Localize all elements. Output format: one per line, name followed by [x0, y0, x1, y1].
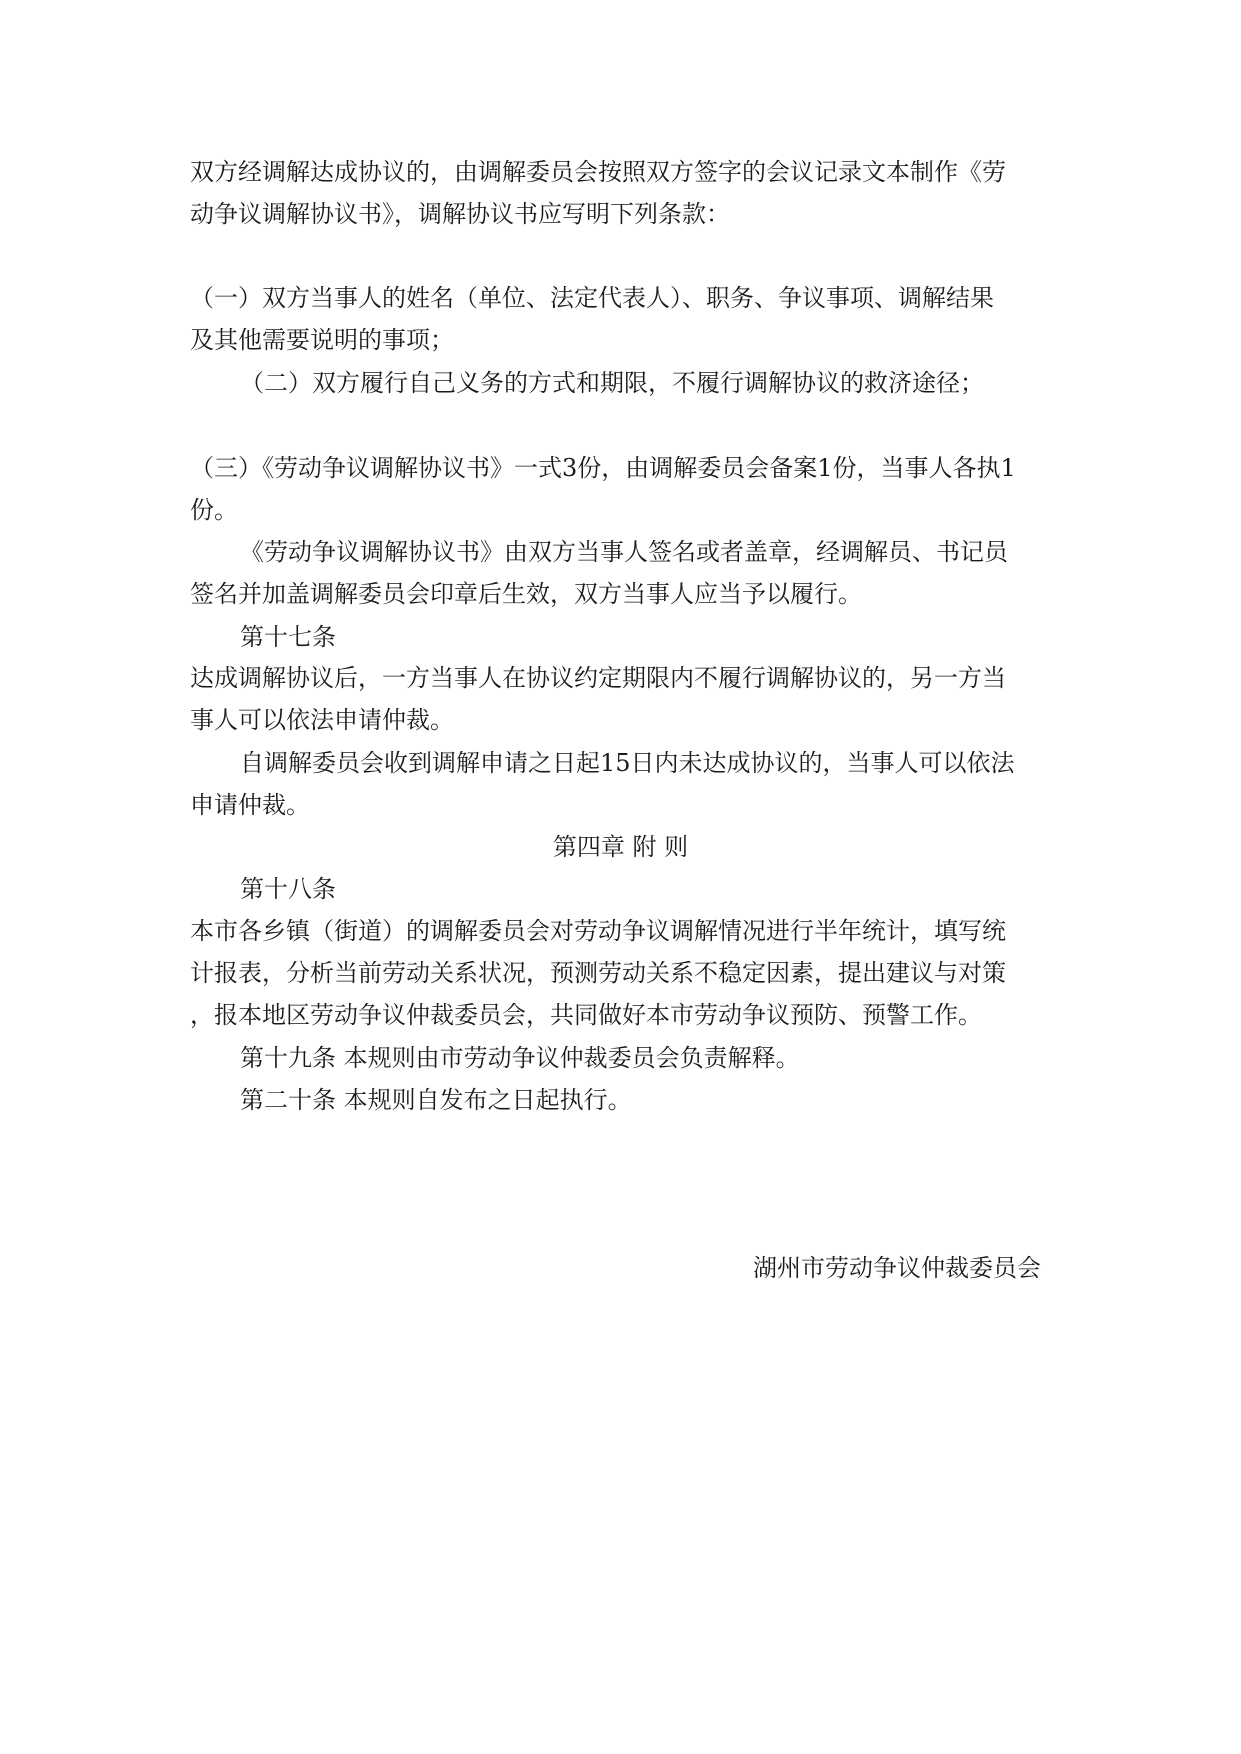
item1-line2: 及其他需要说明的事项； — [190, 326, 454, 354]
article-17-heading: 第十七条 — [240, 623, 336, 651]
para1-line1: 双方经调解达成协议的，由调解委员会按照双方签字的会议记录文本制作《劳 — [190, 158, 1006, 186]
item2: （二）双方履行自己义务的方式和期限，不履行调解协议的救济途径； — [240, 369, 984, 397]
signature: 湖州市劳动争议仲裁委员会 — [753, 1254, 1041, 1282]
article-18-line3: ，报本地区劳动争议仲裁委员会，共同做好本市劳动争议预防、预警工作。 — [190, 1001, 982, 1029]
article-18-heading: 第十八条 — [240, 875, 336, 903]
article-18-line1: 本市各乡镇（街道）的调解委员会对劳动争议调解情况进行半年统计，填写统 — [190, 917, 1006, 945]
para2-line2: 签名并加盖调解委员会印章后生效，双方当事人应当予以履行。 — [190, 580, 862, 608]
item3-line1: （三）《劳动争议调解协议书》一式3份，由调解委员会备案1份，当事人各执1 — [190, 454, 1016, 482]
article-17-line2: 事人可以依法申请仲裁。 — [190, 706, 454, 734]
article-19: 第十九条 本规则由市劳动争议仲裁委员会负责解释。 — [240, 1044, 800, 1072]
article-17-line1: 达成调解协议后，一方当事人在协议约定期限内不履行调解协议的，另一方当 — [190, 664, 1006, 692]
article-20: 第二十条 本规则自发布之日起执行。 — [240, 1086, 632, 1114]
item1-line1: （一）双方当事人的姓名（单位、法定代表人）、职务、争议事项、调解结果 — [190, 284, 994, 312]
article-17-para2-line1: 自调解委员会收到调解申请之日起15日内未达成协议的，当事人可以依法 — [240, 749, 1015, 777]
para1-line2: 动争议调解协议书》，调解协议书应写明下列条款： — [190, 200, 730, 228]
item3-line2: 份。 — [190, 496, 238, 524]
chapter-4-title: 第四章 附 则 — [552, 833, 689, 861]
article-18-line2: 计报表，分析当前劳动关系状况，预测劳动关系不稳定因素，提出建议与对策 — [190, 959, 1006, 987]
article-17-para2-line2: 申请仲裁。 — [190, 791, 310, 819]
para2-line1: 《劳动争议调解协议书》由双方当事人签名或者盖章，经调解员、书记员 — [240, 538, 1008, 566]
